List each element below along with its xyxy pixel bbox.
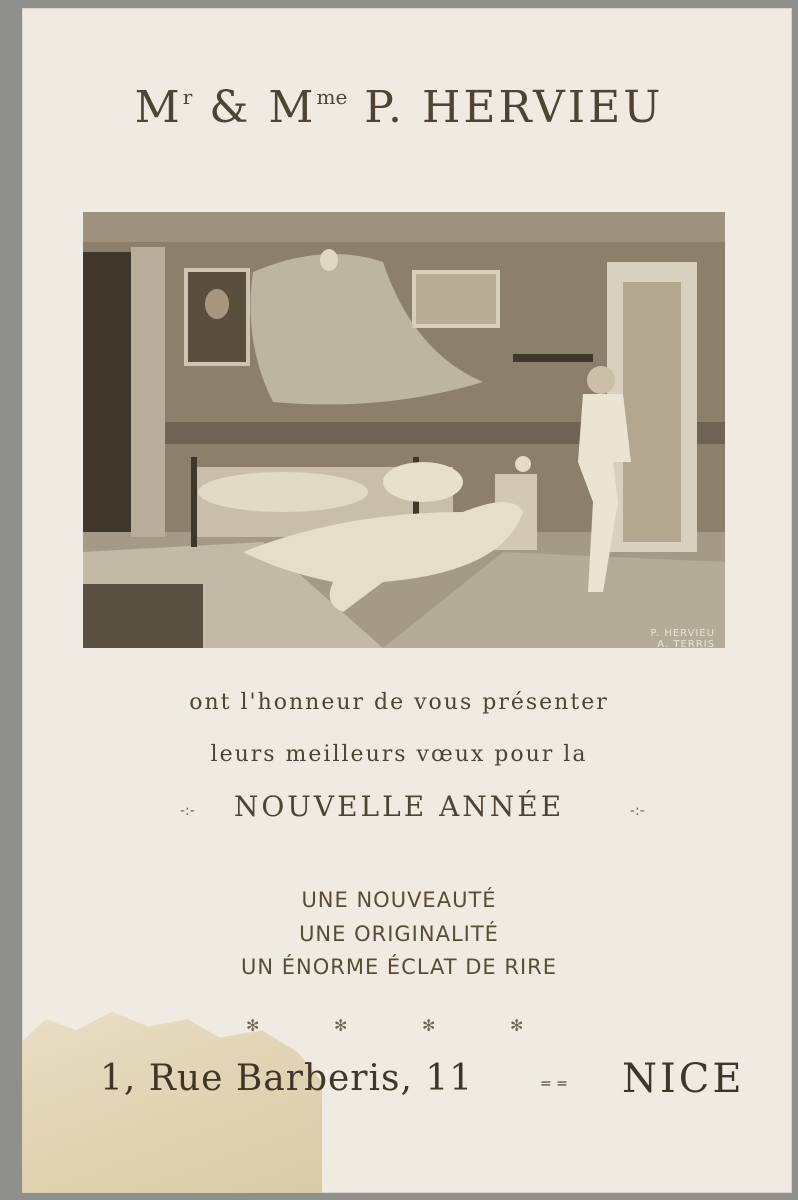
address-separator: = = <box>540 1076 568 1092</box>
credit-line-2: A. TERRIS <box>657 639 715 650</box>
credit-line-1: P. HERVIEU <box>650 628 715 639</box>
illustration-credit <box>585 628 715 650</box>
bedroom-illustration <box>83 212 725 648</box>
feature-line-1: UNE NOUVEAUTÉ <box>301 888 497 912</box>
title-ampersand: & <box>209 82 252 133</box>
title-mr: M <box>134 82 183 133</box>
new-year-heading: NOUVELLE ANNÉE <box>233 790 565 823</box>
greeting-line-2: leurs meilleurs vœux pour la <box>210 742 588 767</box>
ornament-left: -:- <box>180 803 195 819</box>
feature-line-3: UN ÉNORME ÉCLAT DE RIRE <box>240 955 558 979</box>
card-title <box>0 82 798 133</box>
title-mme-sup: me <box>316 85 348 109</box>
star-divider <box>0 1016 798 1040</box>
star-ornament: ✻ <box>246 1016 260 1035</box>
star-ornament: ✻ <box>510 1016 524 1035</box>
title-name: P. HERVIEU <box>364 82 664 133</box>
feature-line-2: UNE ORIGINALITÉ <box>299 922 499 946</box>
greeting-line-1: ont l'honneur de vous présenter <box>189 690 609 715</box>
title-mme: M <box>268 82 317 133</box>
city-name: NICE <box>622 1056 745 1102</box>
street-address: 1, Rue Barberis, 11 <box>100 1058 474 1099</box>
star-ornament: ✻ <box>334 1016 348 1035</box>
star-ornament: ✻ <box>422 1016 436 1035</box>
title-mr-sup: r <box>182 85 193 109</box>
ornament-right: -:- <box>630 803 645 819</box>
